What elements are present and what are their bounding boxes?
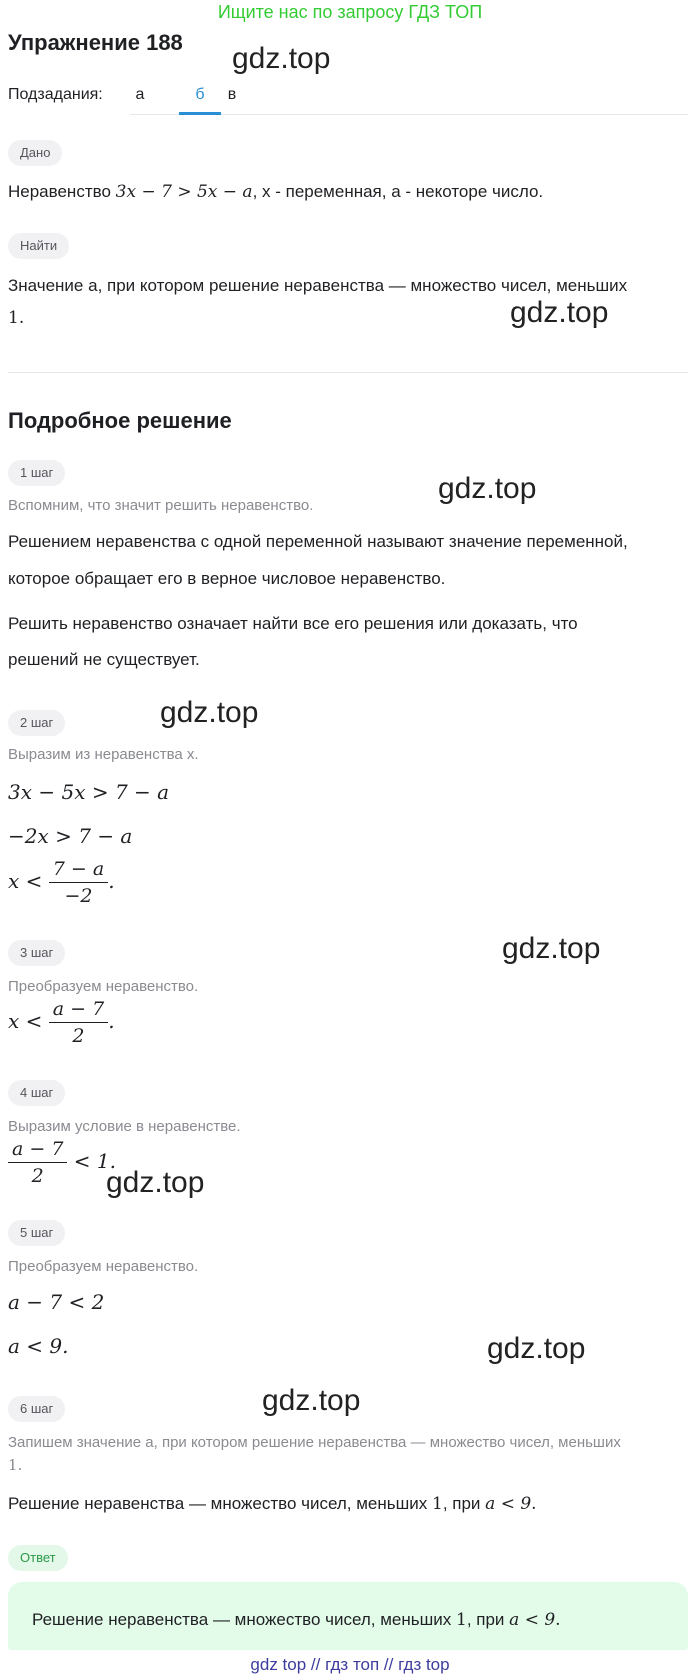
step-2-numerator: 7 − a — [49, 858, 108, 883]
step-2-denominator: −2 — [64, 885, 93, 907]
exercise-title: Упражнение 188 — [8, 30, 183, 55]
answer-expression: a < 9 — [509, 1610, 556, 1630]
step-6-result-end: . — [531, 1494, 537, 1514]
step-4-fraction — [8, 1138, 67, 1187]
step-3-hint: Преобразуем неравенство. — [8, 978, 199, 995]
step-2-fraction — [49, 858, 108, 907]
section-divider — [8, 372, 688, 373]
step-3-period: . — [108, 1009, 115, 1033]
tab-subtask-v[interactable]: в — [227, 86, 237, 103]
step-5-pill: 5 шаг — [8, 1220, 65, 1246]
step-6-pill: 6 шаг — [8, 1396, 65, 1422]
step-1-paragraph-2-line1: Решить неравенство означает найти все его решения или доказать, что — [8, 614, 578, 633]
find-text-line1: Значение а, при котором решение неравенства — множество чисел, меньших — [8, 276, 628, 295]
watermark: gdz.top — [262, 1384, 361, 1417]
find-text-line2: 1. — [8, 308, 25, 328]
step-2-expression-3 — [8, 858, 115, 907]
step-2-expression-2: −2x > 7 − a — [8, 824, 133, 848]
watermark: gdz.top — [106, 1166, 205, 1199]
answer-text — [32, 1604, 561, 1636]
tab-subtask-b[interactable]: б — [195, 86, 205, 103]
step-6-result-prefix: Решение неравенства — множество чисел, меньших — [8, 1494, 432, 1513]
step-4-numerator: a − 7 — [8, 1138, 67, 1163]
step-4-rhs: < 1. — [73, 1149, 116, 1173]
tab-subtask-a[interactable]: а — [135, 86, 145, 103]
solution-title: Подробное решение — [8, 408, 232, 433]
step-3-expression — [8, 998, 115, 1047]
step-5-hint: Преобразуем неравенство. — [8, 1258, 199, 1275]
step-6-result-expression: a < 9 — [485, 1494, 532, 1514]
subtasks-label: Подзадания: — [8, 86, 103, 103]
step-4-hint: Выразим условие в неравенстве. — [8, 1118, 241, 1135]
step-2-lhs: x < — [8, 869, 43, 893]
step-1-paragraph-1-line2: которое обращает его в верное числовое неравенство. — [8, 569, 446, 588]
step-2-pill: 2 шаг — [8, 710, 65, 736]
answer-end: . — [555, 1610, 561, 1630]
step-2-hint: Выразим из неравенства x. — [8, 746, 199, 763]
step-5-expression-1: a − 7 < 2 — [8, 1290, 105, 1314]
watermark: gdz.top — [232, 42, 331, 75]
given-prefix: Неравенство — [8, 182, 116, 201]
watermark: gdz.top — [502, 932, 601, 965]
search-banner[interactable]: Ищите нас по запросу ГДЗ ТОП — [217, 2, 483, 22]
step-3-lhs: x < — [8, 1009, 43, 1033]
step-4-pill: 4 шаг — [8, 1080, 65, 1106]
step-1-paragraph-2-line2: решений не существует. — [8, 650, 200, 669]
step-1-paragraph-1-line1: Решением неравенства с одной переменной называют значение переменной, — [8, 532, 628, 551]
step-6-result-number: 1 — [432, 1494, 443, 1514]
step-4-denominator: 2 — [31, 1165, 44, 1187]
step-6-hint-line2: 1. — [8, 1456, 23, 1474]
watermark: gdz.top — [510, 296, 609, 329]
step-5-expression-2: a < 9. — [8, 1334, 69, 1358]
step-6-result — [8, 1492, 692, 1516]
step-6-result-mid: , при — [442, 1494, 486, 1513]
footer-links[interactable]: gdz top // гдз топ // гдз top — [0, 1650, 700, 1680]
step-6-hint-line1: Запишем значение а, при котором решение неравенства — множество чисел, меньших — [8, 1434, 621, 1451]
given-expression: 3x − 7 > 5x − a — [115, 182, 253, 202]
step-3-numerator: a − 7 — [49, 998, 108, 1023]
answer-mid: , при — [466, 1610, 510, 1629]
answer-pill: Ответ — [8, 1545, 68, 1571]
watermark: gdz.top — [487, 1332, 586, 1365]
watermark: gdz.top — [438, 472, 537, 505]
given-suffix: , x - переменная, а - некоторе число. — [252, 182, 544, 201]
answer-number: 1 — [456, 1610, 467, 1630]
step-2-expression-1: 3x − 5x > 7 − a — [8, 780, 170, 804]
watermark: gdz.top — [160, 696, 259, 729]
given-text — [8, 180, 692, 204]
step-1-pill: 1 шаг — [8, 460, 65, 486]
answer-prefix: Решение неравенства — множество чисел, меньших — [32, 1610, 456, 1629]
step-3-denominator: 2 — [72, 1025, 85, 1047]
given-pill: Дано — [8, 140, 62, 166]
step-4-expression — [8, 1138, 116, 1187]
step-2-period: . — [108, 869, 115, 893]
step-3-fraction — [49, 998, 108, 1047]
step-3-pill: 3 шаг — [8, 940, 65, 966]
active-tab-indicator — [179, 112, 221, 115]
find-pill: Найти — [8, 233, 69, 259]
step-1-hint: Вспомним, что значит решить неравенство. — [8, 497, 314, 514]
